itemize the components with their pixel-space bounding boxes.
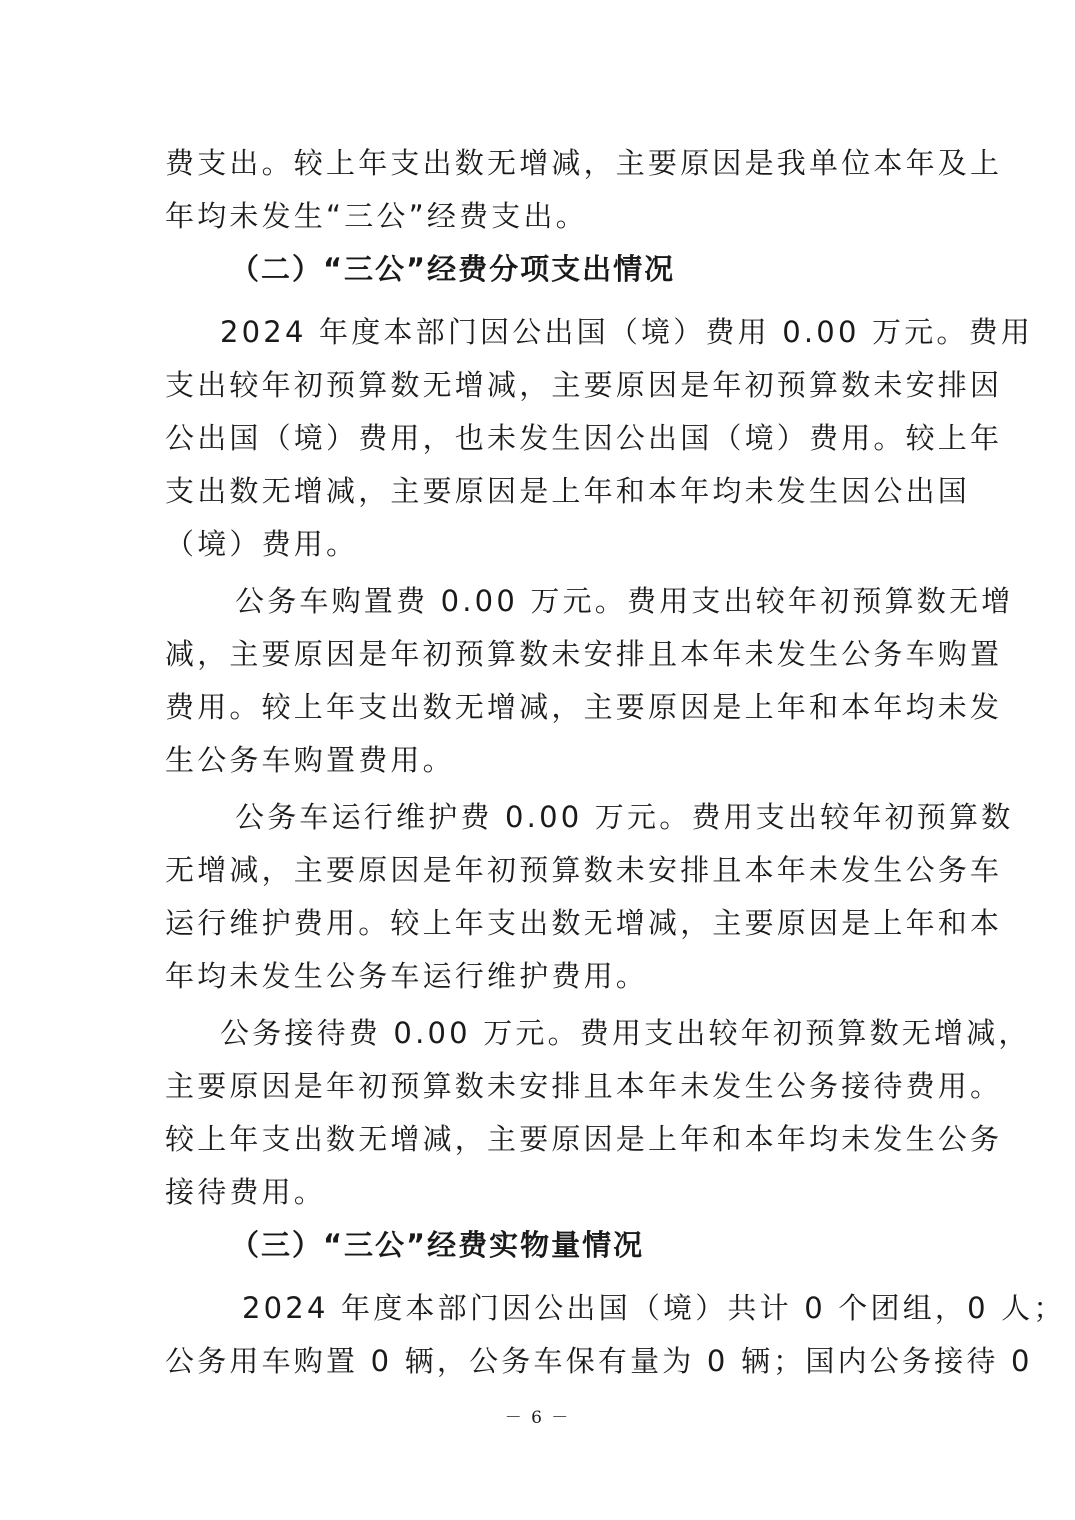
text-line: 年均未发生公务车运行维护费用。 [165,959,649,993]
text-line: 支出数无增减，主要原因是上年和本年均未发生因公出国 [165,474,971,508]
text-line: 年均未发生“三公”经费支出。 [165,199,588,233]
text-line: 公务车运行维护费 0.00 万元。费用支出较年初预算数 [235,800,1014,834]
text-line: 运行维护费用。较上年支出数无增减，主要原因是上年和本 [165,906,1003,940]
text-line: （境）费用。 [165,527,359,561]
text-line: 较上年支出数无增减，主要原因是上年和本年均未发生公务 [165,1122,1003,1156]
text-line: 公务接待费 0.00 万元。费用支出较年初预算数无增减， [220,1016,1031,1050]
section-heading: （三）“三公”经费实物量情况 [230,1228,645,1262]
text-line: 无增减，主要原因是年初预算数未安排且本年未发生公务车 [165,853,1003,887]
text-line: 支出较年初预算数无增减，主要原因是年初预算数未安排因 [165,368,1003,402]
text-line: 费支出。较上年支出数无增减，主要原因是我单位本年及上 [165,146,1003,180]
text-line: 2024 年度本部门因公出国（境）共计 0 个团组，0 人； [242,1291,1066,1325]
text-line: 接待费用。 [165,1175,327,1209]
text-line: 公务车购置费 0.00 万元。费用支出较年初预算数无增 [235,584,1014,618]
text-line: 主要原因是年初预算数未安排且本年未发生公务接待费用。 [165,1069,1003,1103]
section-heading: （二）“三公”经费分项支出情况 [230,252,676,286]
text-line: 减，主要原因是年初预算数未安排且本年未发生公务车购置 [165,637,1003,671]
text-line: 费用。较上年支出数无增减，主要原因是上年和本年均未发 [165,690,1003,724]
page-number: － 6 － [504,1408,571,1428]
text-line: 公出国（境）费用，也未发生因公出国（境）费用。较上年 [165,421,1003,455]
text-line: 2024 年度本部门因公出国（境）费用 0.00 万元。费用 [220,315,1034,349]
text-line: 生公务车购置费用。 [165,743,455,777]
text-line: 公务用车购置 0 辆，公务车保有量为 0 辆；国内公务接待 0 [165,1344,1033,1378]
